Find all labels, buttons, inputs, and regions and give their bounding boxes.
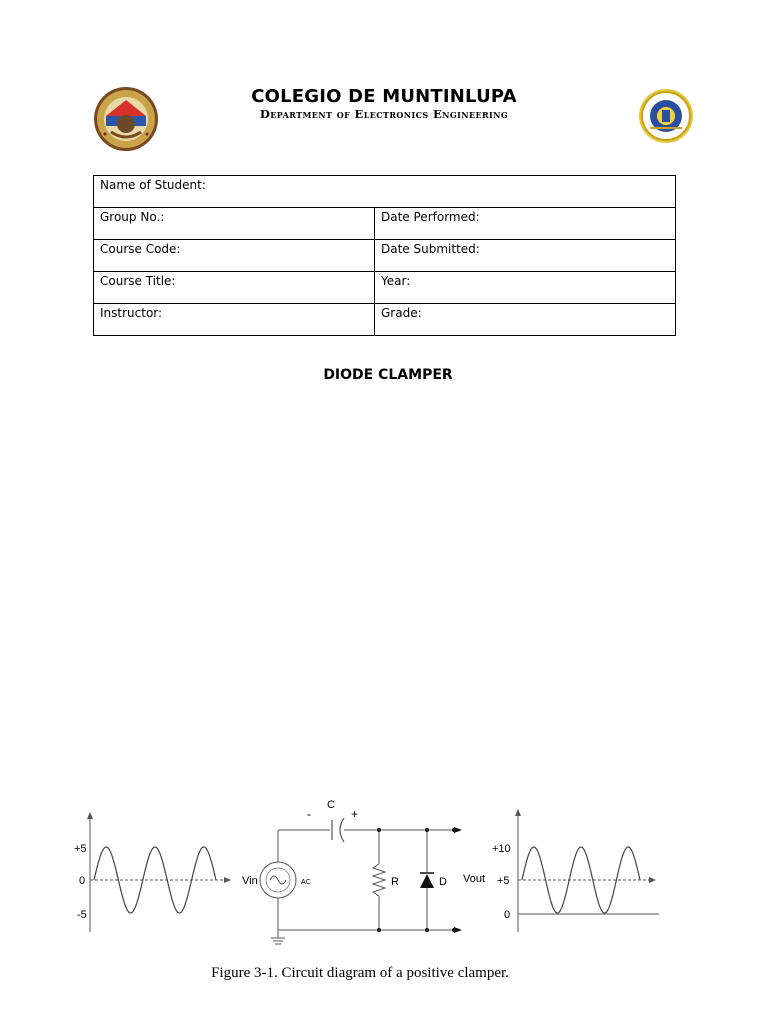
school-name: COLEGIO DE MUNTINLUPA xyxy=(251,86,517,107)
resistor-label: R xyxy=(391,876,399,888)
instructor-cell: Instructor: xyxy=(94,304,375,336)
output-axis-top-label: +10 xyxy=(492,843,511,855)
name-of-student-cell: Name of Student: xyxy=(94,176,676,208)
ac-source-icon xyxy=(260,862,296,898)
capacitor-label: C xyxy=(327,799,335,811)
input-axis-top-label: +5 xyxy=(74,843,87,855)
input-axis-mid-label: 0 xyxy=(79,875,86,887)
input-waveform-graph xyxy=(74,812,231,932)
table-row xyxy=(94,208,676,240)
capacitor-minus-label: - xyxy=(307,807,311,821)
year-cell: Year: xyxy=(375,272,676,304)
output-waveform-graph xyxy=(492,809,659,932)
date-submitted-cell: Date Submitted: xyxy=(375,240,676,272)
capacitor-icon xyxy=(332,818,344,842)
capacitor-plus-label: + xyxy=(351,807,359,821)
student-info-table xyxy=(93,175,676,336)
ac-label: AC xyxy=(301,879,311,886)
output-terminals xyxy=(454,827,462,933)
diode-label: D xyxy=(439,876,447,888)
course-title-cell: Course Title: xyxy=(94,272,375,304)
figure-caption: Figure 3-1. Circuit diagram of a positive clamper. xyxy=(211,965,509,981)
diode-icon xyxy=(420,873,434,888)
vout-label: Vout xyxy=(463,873,486,885)
date-performed-cell: Date Performed: xyxy=(375,208,676,240)
document-title: DIODE CLAMPER xyxy=(323,367,453,383)
table-row xyxy=(94,304,676,336)
output-axis-bottom-label: 0 xyxy=(504,909,511,921)
clamper-circuit-figure xyxy=(68,790,668,990)
vin-label: Vin xyxy=(242,875,258,887)
table-row xyxy=(94,272,676,304)
department-name: Department of Electronics Engineering xyxy=(259,107,509,121)
output-axis-mid-label: +5 xyxy=(497,875,510,887)
table-row xyxy=(94,176,676,208)
table-row xyxy=(94,240,676,272)
course-code-cell: Course Code: xyxy=(94,240,375,272)
input-axis-bottom-label: -5 xyxy=(77,909,87,921)
grade-cell: Grade: xyxy=(375,304,676,336)
resistor-icon xyxy=(373,864,385,896)
group-no-cell: Group No.: xyxy=(94,208,375,240)
